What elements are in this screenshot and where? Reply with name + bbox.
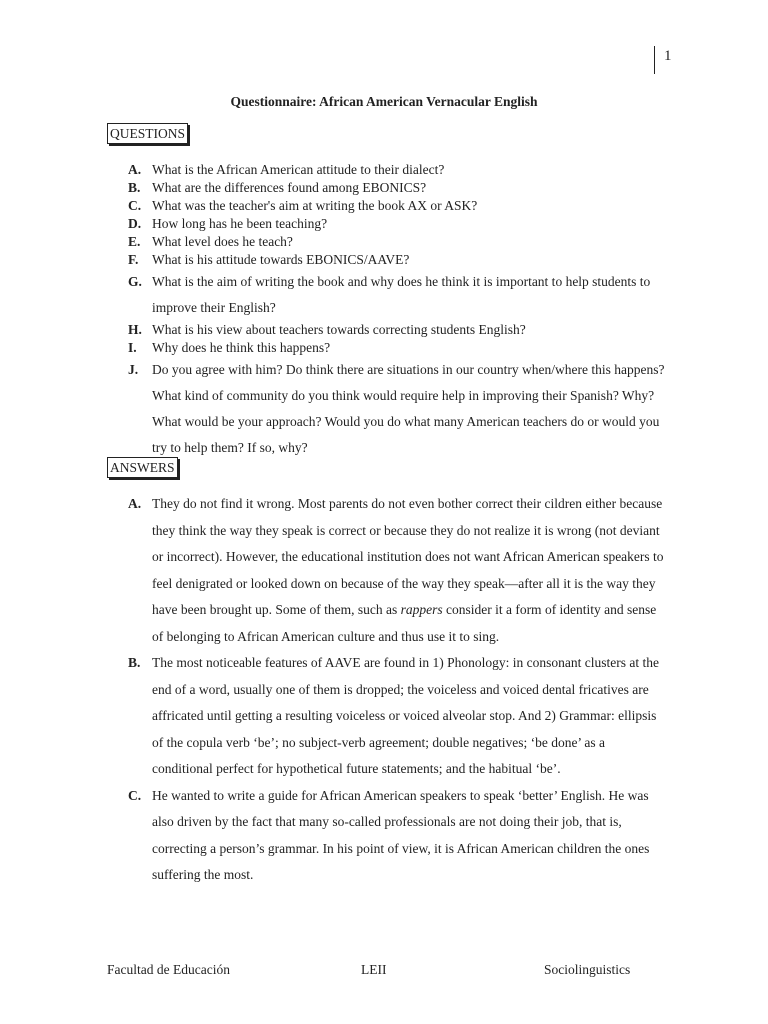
- question-item: [128, 179, 668, 197]
- question-item: [128, 197, 668, 215]
- answer-text: They do not find it wrong. Most parents do not even bother correct their cildren either because they think the way they speak is correct or because they do not realize it is wrong (not deviant or incorrect). However, the educational institution does not want African American speakers to feel denigrated or looked down on because of the way they speak—after all it is the way they have been brought up. Some of them, such as: [152, 496, 664, 617]
- questions-heading: QUESTIONS: [107, 123, 188, 144]
- question-letter: B.: [128, 180, 141, 195]
- answer-letter: A.: [128, 496, 142, 511]
- question-letter: H.: [128, 322, 142, 337]
- answer-text-continued: consider it a form of identity and sense of belonging to African American culture and thus use it to sing.: [152, 602, 657, 644]
- question-item: [128, 251, 668, 269]
- question-item: [128, 269, 668, 321]
- question-letter: D.: [128, 216, 142, 231]
- question-letter: J.: [128, 362, 139, 377]
- question-text: What was the teacher's aim at writing the book AX or ASK?: [152, 198, 478, 213]
- question-letter: G.: [128, 274, 142, 289]
- question-text: What level does he teach?: [152, 234, 293, 249]
- question-text: What is his view about teachers towards correcting students English?: [152, 322, 526, 337]
- questions-list: [128, 161, 668, 461]
- question-text: What is the aim of writing the book and why does he think it is important to help students to improve their English?: [152, 274, 651, 315]
- answers-heading: ANSWERS: [107, 457, 178, 478]
- footer-subject: Sociolinguistics: [544, 962, 631, 977]
- question-text: What is his attitude towards EBONICS/AAVE?: [152, 252, 410, 267]
- answer-item: [128, 491, 668, 650]
- answer-emphasis: rappers: [400, 602, 443, 617]
- answer-text: The most noticeable features of AAVE are found in 1) Phonology: in consonant clusters at the end of a word, usually one of them is dropped; the voiceless and voiced dental fricatives are affricated until getting a resulting voiceless or voiced alveolar stop. And 2) Grammar: ellipsis of the copula verb ‘be’; no subject-verb agreement; double negatives; ‘be done’ as a conditional perfect for hypothetical future statements; and the habitual ‘be’.: [152, 655, 660, 776]
- question-letter: F.: [128, 252, 139, 267]
- question-item: [128, 339, 668, 357]
- answer-letter: B.: [128, 655, 141, 670]
- question-letter: E.: [128, 234, 141, 249]
- answer-item: [128, 783, 668, 889]
- page-number: 1: [654, 46, 672, 74]
- question-text: How long has he been teaching?: [152, 216, 328, 231]
- footer-faculty: Facultad de Educación: [107, 962, 230, 977]
- answer-item: [128, 650, 668, 783]
- question-text: Do you agree with him? Do think there are situations in our country when/where this happens? What kind of community do you think would require help in improving their Spanish? Why? What would be your approach? Would you do what many American teachers do or would you try to help them? If so, why?: [152, 362, 665, 455]
- question-item: [128, 161, 668, 179]
- question-item: [128, 215, 668, 233]
- question-letter: C.: [128, 198, 142, 213]
- answer-letter: C.: [128, 787, 142, 803]
- question-item: [128, 357, 668, 461]
- question-item: [128, 233, 668, 251]
- question-item: [128, 321, 668, 339]
- question-text: What is the African American attitude to their dialect?: [152, 162, 445, 177]
- answers-list: [128, 491, 668, 889]
- question-text: What are the differences found among EBONICS?: [152, 180, 427, 195]
- question-letter: I.: [128, 340, 137, 355]
- question-letter: A.: [128, 162, 142, 177]
- answer-text: He wanted to write a guide for African American speakers to speak ‘better’ English. He was also driven by the fact that many so-called professionals are not doing their job, that is, correcting a person’s grammar. In his point of view, it is African American children the ones suffering the most.: [152, 787, 650, 882]
- question-text: Why does he think this happens?: [152, 340, 331, 355]
- footer-course: LEII: [361, 962, 387, 977]
- document-title: Questionnaire: African American Vernacular English: [230, 94, 538, 109]
